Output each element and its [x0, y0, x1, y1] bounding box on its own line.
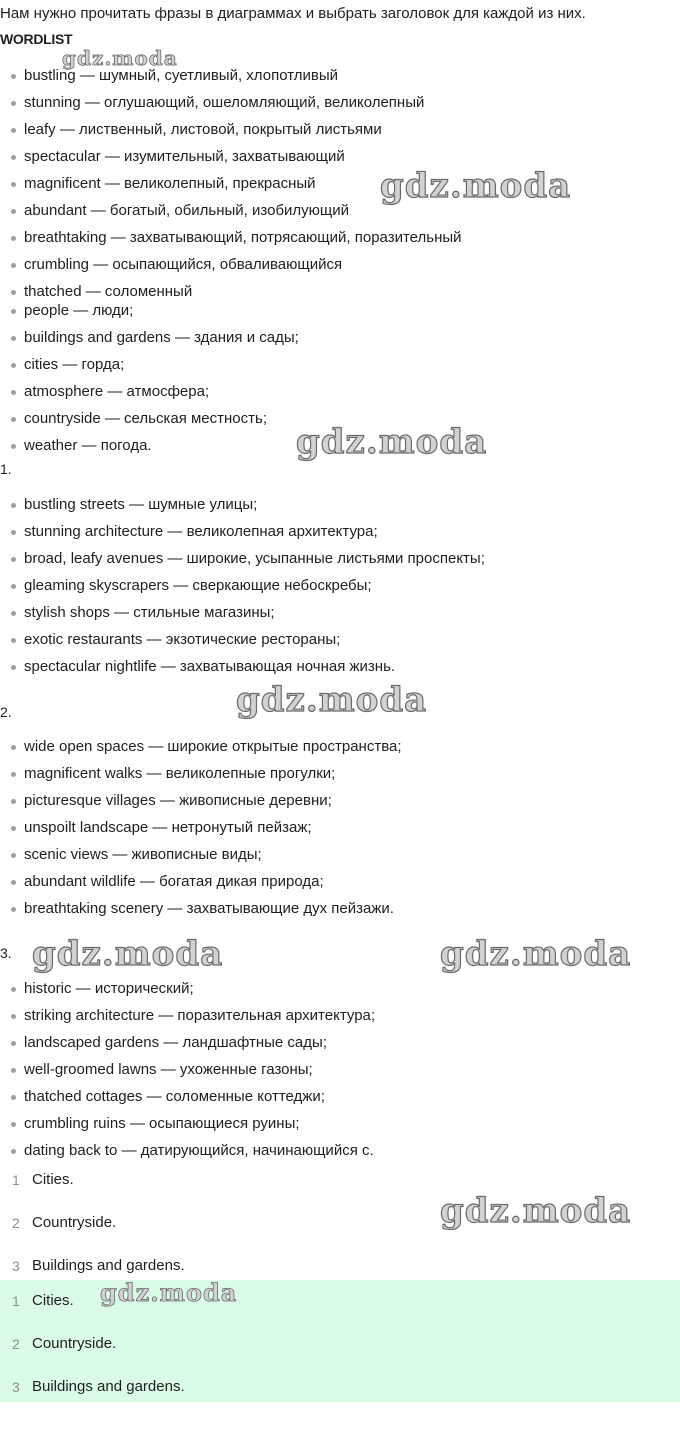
bullet-icon	[11, 584, 16, 589]
answer-text: Buildings and gardens.	[32, 1378, 185, 1395]
bullet-icon	[11, 1014, 16, 1019]
list-item: bustling streets — шумные улицы;	[0, 494, 485, 521]
answer-text: Cities.	[32, 1171, 74, 1188]
section-3-list	[0, 978, 375, 1167]
bullet-icon	[11, 182, 16, 187]
bullet-icon	[11, 665, 16, 670]
wordlist-list-b	[0, 300, 299, 462]
list-item: unspoilt landscape — нетронутый пейзаж;	[0, 817, 402, 844]
list-item: wide open spaces — широкие открытые пространства;	[0, 736, 402, 763]
list-item: stunning architecture — великолепная архитектура;	[0, 521, 485, 548]
list-item: stunning — оглушающий, ошеломляющий, великолепный	[0, 92, 462, 119]
wordlist-list-a	[0, 65, 462, 308]
section-1-list	[0, 494, 485, 683]
section-3-number: 3.	[0, 945, 12, 961]
bullet-icon	[11, 557, 16, 562]
watermark-logo: gdz.moda	[440, 934, 632, 974]
list-item: spectacular — изумительный, захватывающий	[0, 146, 462, 173]
bullet-icon	[11, 799, 16, 804]
list-item: scenic views — живописные виды;	[0, 844, 402, 871]
list-item: exotic restaurants — экзотические рестораны;	[0, 629, 485, 656]
list-item: leafy — лиственный, листовой, покрытый листьями	[0, 119, 462, 146]
list-item: magnificent walks — великолепные прогулки;	[0, 763, 402, 790]
bullet-icon	[11, 236, 16, 241]
answer-number: 1	[12, 1293, 20, 1309]
answer-number: 1	[12, 1172, 20, 1188]
watermark-logo: gdz.moda	[380, 166, 572, 206]
list-item: historic — исторический;	[0, 978, 375, 1005]
list-item: breathtaking — захватывающий, потрясающий, поразительный	[0, 227, 462, 254]
list-item: bustling — шумный, суетливый, хлопотливый	[0, 65, 462, 92]
list-item: breathtaking scenery — захватывающие дух пейзажи.	[0, 898, 402, 925]
watermark-logo: gdz.moda	[100, 1278, 238, 1307]
bullet-icon	[11, 290, 16, 295]
bullet-icon	[11, 745, 16, 750]
watermark-logo: gdz.moda	[236, 680, 428, 720]
bullet-icon	[11, 309, 16, 314]
bullet-icon	[11, 880, 16, 885]
bullet-icon	[11, 1122, 16, 1127]
answers-highlighted-list	[0, 1291, 680, 1420]
wordlist-title: WORDLIST	[0, 31, 73, 47]
list-item: landscaped gardens — ландшафтные сады;	[0, 1032, 375, 1059]
answer-number: 3	[12, 1379, 20, 1395]
answer-row	[0, 1170, 680, 1213]
list-item: stylish shops — стильные магазины;	[0, 602, 485, 629]
list-item: spectacular nightlife — захватывающая ночная жизнь.	[0, 656, 485, 683]
list-item: dating back to — датирующийся, начинающийся с.	[0, 1140, 375, 1167]
bullet-icon	[11, 907, 16, 912]
bullet-icon	[11, 263, 16, 268]
bullet-icon	[11, 638, 16, 643]
bullet-icon	[11, 336, 16, 341]
answer-text: Buildings and gardens.	[32, 1257, 185, 1274]
answer-text: Countryside.	[32, 1214, 117, 1231]
list-item: abundant wildlife — богатая дикая природа;	[0, 871, 402, 898]
answer-row	[0, 1377, 680, 1420]
answer-text: Countryside.	[32, 1335, 117, 1352]
bullet-icon	[11, 503, 16, 508]
answer-text: Cities.	[32, 1292, 74, 1309]
bullet-icon	[11, 74, 16, 79]
list-item: striking architecture — поразительная архитектура;	[0, 1005, 375, 1032]
bullet-icon	[11, 987, 16, 992]
intro-text: Нам нужно прочитать фразы в диаграммах и выбрать заголовок для каждой из них.	[0, 5, 586, 22]
section-2-list	[0, 736, 402, 925]
list-item: thatched cottages — соломенные коттеджи;	[0, 1086, 375, 1113]
watermark-logo: gdz.moda	[296, 422, 488, 462]
list-item: cities — горда;	[0, 354, 299, 381]
bullet-icon	[11, 853, 16, 858]
bullet-icon	[11, 826, 16, 831]
section-1-number: 1.	[0, 461, 12, 477]
list-item: crumbling — осыпающийся, обваливающийся	[0, 254, 462, 281]
answer-number: 2	[12, 1336, 20, 1352]
bullet-icon	[11, 209, 16, 214]
bullet-icon	[11, 1095, 16, 1100]
bullet-icon	[11, 444, 16, 449]
answer-number: 2	[12, 1215, 20, 1231]
answer-row	[0, 1334, 680, 1377]
bullet-icon	[11, 1068, 16, 1073]
answer-row	[0, 1213, 680, 1256]
list-item: broad, leafy avenues — широкие, усыпанные листьями проспекты;	[0, 548, 485, 575]
list-item: people — люди;	[0, 300, 299, 327]
bullet-icon	[11, 1149, 16, 1154]
bullet-icon	[11, 611, 16, 616]
watermark-logo: gdz.moda	[440, 1191, 632, 1231]
answer-row	[0, 1291, 680, 1334]
bullet-icon	[11, 530, 16, 535]
bullet-icon	[11, 417, 16, 422]
watermark-logo: gdz.moda	[32, 934, 224, 974]
list-item: atmosphere — атмосфера;	[0, 381, 299, 408]
list-item: crumbling ruins — осыпающиеся руины;	[0, 1113, 375, 1140]
list-item: gleaming skyscrapers — сверкающие небоскребы;	[0, 575, 485, 602]
list-item: weather — погода.	[0, 435, 299, 462]
list-item: well-groomed lawns — ухоженные газоны;	[0, 1059, 375, 1086]
list-item: countryside — сельская местность;	[0, 408, 299, 435]
bullet-icon	[11, 128, 16, 133]
bullet-icon	[11, 390, 16, 395]
bullet-icon	[11, 1041, 16, 1046]
bullet-icon	[11, 155, 16, 160]
bullet-icon	[11, 772, 16, 777]
bullet-icon	[11, 363, 16, 368]
list-item: picturesque villages — живописные деревни;	[0, 790, 402, 817]
list-item: thatched — соломенный	[0, 281, 462, 308]
list-item: buildings and gardens — здания и сады;	[0, 327, 299, 354]
list-item: abundant — богатый, обильный, изобилующий	[0, 200, 462, 227]
bullet-icon	[11, 101, 16, 106]
answer-number: 3	[12, 1258, 20, 1274]
section-2-number: 2.	[0, 704, 12, 720]
watermark-logo: gdz.moda	[62, 46, 178, 70]
list-item: magnificent — великолепный, прекрасный	[0, 173, 462, 200]
